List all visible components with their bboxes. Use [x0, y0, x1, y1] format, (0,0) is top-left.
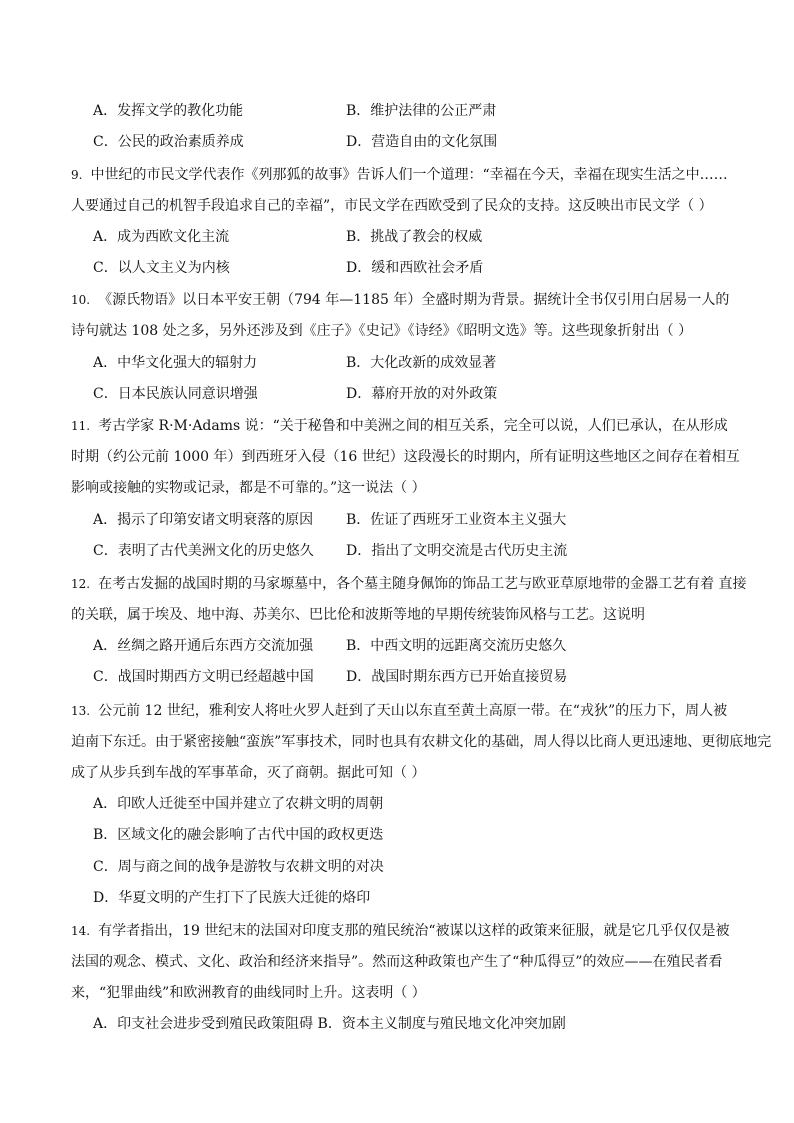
q10-option-d: D．幕府开放的对外政策	[346, 386, 498, 402]
q14-stem-line-1: 14. 有学者指出，19 世纪末的法国对印度支那的殖民统治“被谋以这样的政策来征服，就是它几乎仅仅是被	[71, 923, 730, 939]
q8-option-d: D．营造自由的文化氛围	[346, 134, 498, 150]
q14-number: 14.	[71, 924, 91, 938]
q9-option-b: B．挑战了教会的权威	[346, 229, 483, 245]
q10-stem-line-1: 10. 《源氏物语》以日本平安王朝（794 年—1185 年）全盛时期为背景。据统计全书仅引用白居易一人的	[71, 292, 730, 308]
q9-stem-line-2: 人要通过自己的机智手段追求自己的幸福”，市民文学在西欧受到了民众的支持。这反映出市民文学（ ）	[71, 198, 713, 214]
q11-option-b: B．佐证了西班牙工业资本主义强大	[346, 512, 567, 528]
q9-number: 9.	[71, 168, 83, 182]
q11-stem-line-3: 影响或接触的实物或记录，都是不可靠的。”这一说法（ ）	[71, 480, 426, 496]
q11-stem-line-1: 11. 考古学家 R·M·Adams 说：“关于秘鲁和中美洲之间的相互关系，完全可以说，人们已承认，在从形成	[71, 418, 728, 434]
q14-stem-line-3: 来，“犯罪曲线”和欧洲教育的曲线同时上升。这表明（ ）	[71, 985, 426, 1001]
q13-stem-line-1: 13. 公元前 12 世纪，雅利安人将吐火罗人赶到了天山以东直至黄土高原一带。在“戎狄”的压力下，周人被	[71, 703, 728, 719]
q13-option-c: C．周与商之间的战争是游牧与农耕文明的对决	[93, 859, 384, 875]
q14-stem-line-2: 法国的观念、模式、文化、政治和经济来指导”。然而这种政策也产生了“种瓜得豆”的效应——在殖民者看	[71, 954, 723, 970]
q10-option-a: A．中华文化强大的辐射力	[93, 355, 258, 371]
q8-option-b: B．维护法律的公正严肃	[346, 103, 497, 119]
q12-stem-line-2: 的关联，属于埃及、地中海、苏美尔、巴比伦和波斯等地的早期传统装饰风格与工艺。这说明	[71, 607, 645, 623]
q11-option-d: D．指出了文明交流是古代历史主流	[346, 543, 568, 559]
q8-option-a: A．发挥文学的教化功能	[93, 103, 244, 119]
q13-option-d: D．华夏文明的产生打下了民族大迁徙的烙印	[93, 890, 371, 906]
q12-option-a: A．丝绸之路开通后东西方交流加强	[93, 638, 314, 654]
q9-option-c: C．以人文主义为内核	[93, 260, 230, 276]
q11-option-c: C．表明了古代美洲文化的历史悠久	[93, 543, 314, 559]
q13-option-a: A．印欧人迁徙至中国并建立了农耕文明的周朝	[93, 796, 384, 812]
q12-stem-line-1: 12. 在考古发掘的战国时期的马家塬墓中，各个墓主随身佩饰的饰品工艺与欧亚草原地带的金器工艺有着 直接	[71, 576, 747, 592]
q9-option-a: A．成为西欧文化主流	[93, 229, 230, 245]
q10-stem-line-2: 诗句就达 108 处之多，另外还涉及到《庄子》《史记》《诗经》《昭明文选》等。这些现象折射出（ ）	[71, 323, 693, 339]
q9-stem-line-1: 9. 中世纪的市民文学代表作《列那狐的故事》告诉人们一个道理：“幸福在今天，幸福在现实生活之中……	[71, 167, 728, 183]
q12-option-d: D．战国时期东西方已开始直接贸易	[346, 669, 568, 685]
q10-number: 10.	[71, 293, 91, 307]
q9-option-d: D．缓和西欧社会矛盾	[346, 260, 484, 276]
q14-options-a-b: A．印支社会进步受到殖民政策阻碍 B．资本主义制度与殖民地文化冲突加剧	[93, 1016, 566, 1032]
q11-number: 11.	[71, 419, 91, 433]
q13-option-b: B．区域文化的融会影响了古代中国的政权更迭	[93, 827, 384, 843]
q13-stem-line-2: 迫南下东迁。由于紧密接触“蛮族”军事技术，同时也具有农耕文化的基础，周人得以比商人更迅速地、更彻底地完	[71, 734, 772, 750]
q12-option-b: B．中西文明的远距离交流历史悠久	[346, 638, 567, 654]
q12-number: 12.	[71, 577, 91, 591]
q11-stem-line-2: 时期（约公元前 1000 年）到西班牙入侵（16 世纪）这段漫长的时期内，所有证明这些地区之间存在着相互	[71, 449, 740, 465]
q13-number: 13.	[71, 704, 91, 718]
q12-option-c: C．战国时期西方文明已经超越中国	[93, 669, 314, 685]
q8-option-c: C．公民的政治素质养成	[93, 134, 244, 150]
q13-stem-line-3: 成了从步兵到车战的军事革命，灭了商朝。据此可知（ ）	[71, 765, 426, 781]
q10-option-b: B．大化改新的成效显著	[346, 355, 497, 371]
q11-option-a: A．揭示了印第安诸文明衰落的原因	[93, 512, 314, 528]
q10-option-c: C．日本民族认同意识增强	[93, 386, 258, 402]
